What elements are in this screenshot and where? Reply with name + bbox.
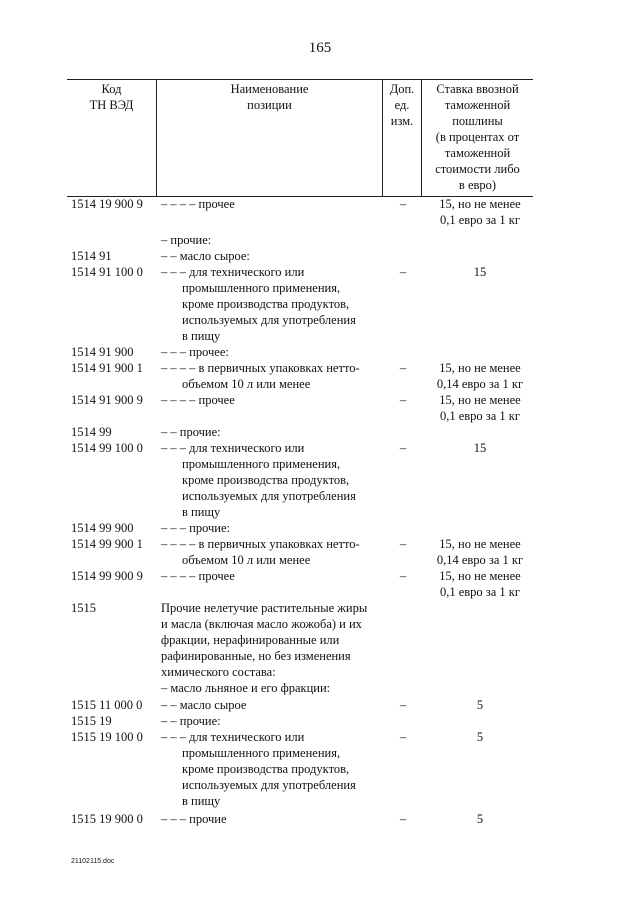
row-code: 1514 99 900 — [71, 521, 134, 535]
row-name: – – прочие: — [161, 714, 221, 728]
header-unit: Доп. ед. изм. — [389, 82, 415, 128]
row-unit: – — [399, 537, 407, 551]
row-name: Прочие нелетучие растительные жиры и масла (включая масло жожоба) и их фракции, нерафинированные или рафинированные, но без изменения химического состава: – масло льняное и его фракции: — [161, 601, 368, 695]
row-unit: – — [399, 441, 407, 455]
row-name: – – – прочие — [161, 812, 227, 826]
row-code: 1514 91 900 — [71, 345, 134, 359]
row-name: – – – для технического или промышленного применения, кроме производства продуктов, используемых для употребления в пищу — [161, 265, 356, 343]
row-name: – – – прочее: — [161, 345, 229, 359]
footer-filename: 21102115.doc — [71, 858, 115, 865]
row-code: 1514 99 900 1 — [71, 537, 143, 551]
row-code: 1514 99 100 0 — [71, 441, 143, 455]
row-unit: – — [399, 361, 407, 375]
row-code: 1515 11 000 0 — [71, 698, 143, 712]
row-rate: 5 — [476, 812, 484, 826]
row-unit: – — [399, 698, 407, 712]
header-code: Код ТН ВЭД — [89, 82, 134, 112]
row-unit: – — [399, 569, 407, 583]
row-name: – – масло сырое: — [161, 249, 250, 263]
row-rate: 15, но не менее 0,1 евро за 1 кг — [439, 393, 521, 423]
row-code: 1514 99 900 9 — [71, 569, 143, 583]
row-code: 1515 19 900 0 — [71, 812, 143, 826]
row-rate: 5 — [476, 698, 484, 712]
row-rate: 5 — [476, 730, 484, 744]
row-name: – – – для технического или промышленного применения, кроме производства продуктов, используемых для употребления в пищу — [161, 441, 356, 519]
row-unit: – — [399, 265, 407, 279]
row-code: 1515 19 100 0 — [71, 730, 143, 744]
row-name: – – масло сырое — [161, 698, 247, 712]
row-code: 1514 19 900 9 — [71, 197, 143, 211]
row-name: – – – – прочее — [161, 569, 235, 583]
row-unit: – — [399, 197, 407, 211]
row-rate: 15 — [473, 441, 487, 455]
row-rate: 15, но не менее 0,1 евро за 1 кг — [439, 569, 521, 599]
row-name: – – прочие: — [161, 425, 221, 439]
row-code: 1515 19 — [71, 714, 112, 728]
row-unit: – — [399, 730, 407, 744]
row-rate: 15 — [473, 265, 487, 279]
row-code: 1514 91 900 9 — [71, 393, 143, 407]
row-code: 1514 91 100 0 — [71, 265, 143, 279]
row-name: – – – – прочее — [161, 197, 235, 211]
row-name: – – – – в первичных упаковках нетто- объемом 10 л или менее — [161, 537, 360, 567]
row-rate: 15, но не менее 0,1 евро за 1 кг — [439, 197, 521, 227]
header-rate: Ставка ввозной таможенной пошлины (в процентах от таможенной стоимости либо в евро) — [435, 82, 520, 192]
row-code: 1515 — [71, 601, 96, 615]
header-name: Наименование позиции — [230, 82, 309, 112]
row-rate: 15, но не менее 0,14 евро за 1 кг — [436, 361, 524, 391]
row-name: – – – прочие: — [161, 521, 230, 535]
row-code: 1514 91 — [71, 249, 112, 263]
row-unit: – — [399, 812, 407, 826]
row-name: – прочие: — [161, 233, 212, 247]
row-code: 1514 91 900 1 — [71, 361, 143, 375]
row-name: – – – для технического или промышленного применения, кроме производства продуктов, используемых для употребления в пищу — [161, 730, 356, 808]
row-code: 1514 99 — [71, 425, 112, 439]
row-rate: 15, но не менее 0,14 евро за 1 кг — [436, 537, 524, 567]
row-name: – – – – прочее — [161, 393, 235, 407]
row-unit: – — [399, 393, 407, 407]
row-name: – – – – в первичных упаковках нетто- объемом 10 л или менее — [161, 361, 360, 391]
page-number: 165 — [308, 40, 332, 56]
